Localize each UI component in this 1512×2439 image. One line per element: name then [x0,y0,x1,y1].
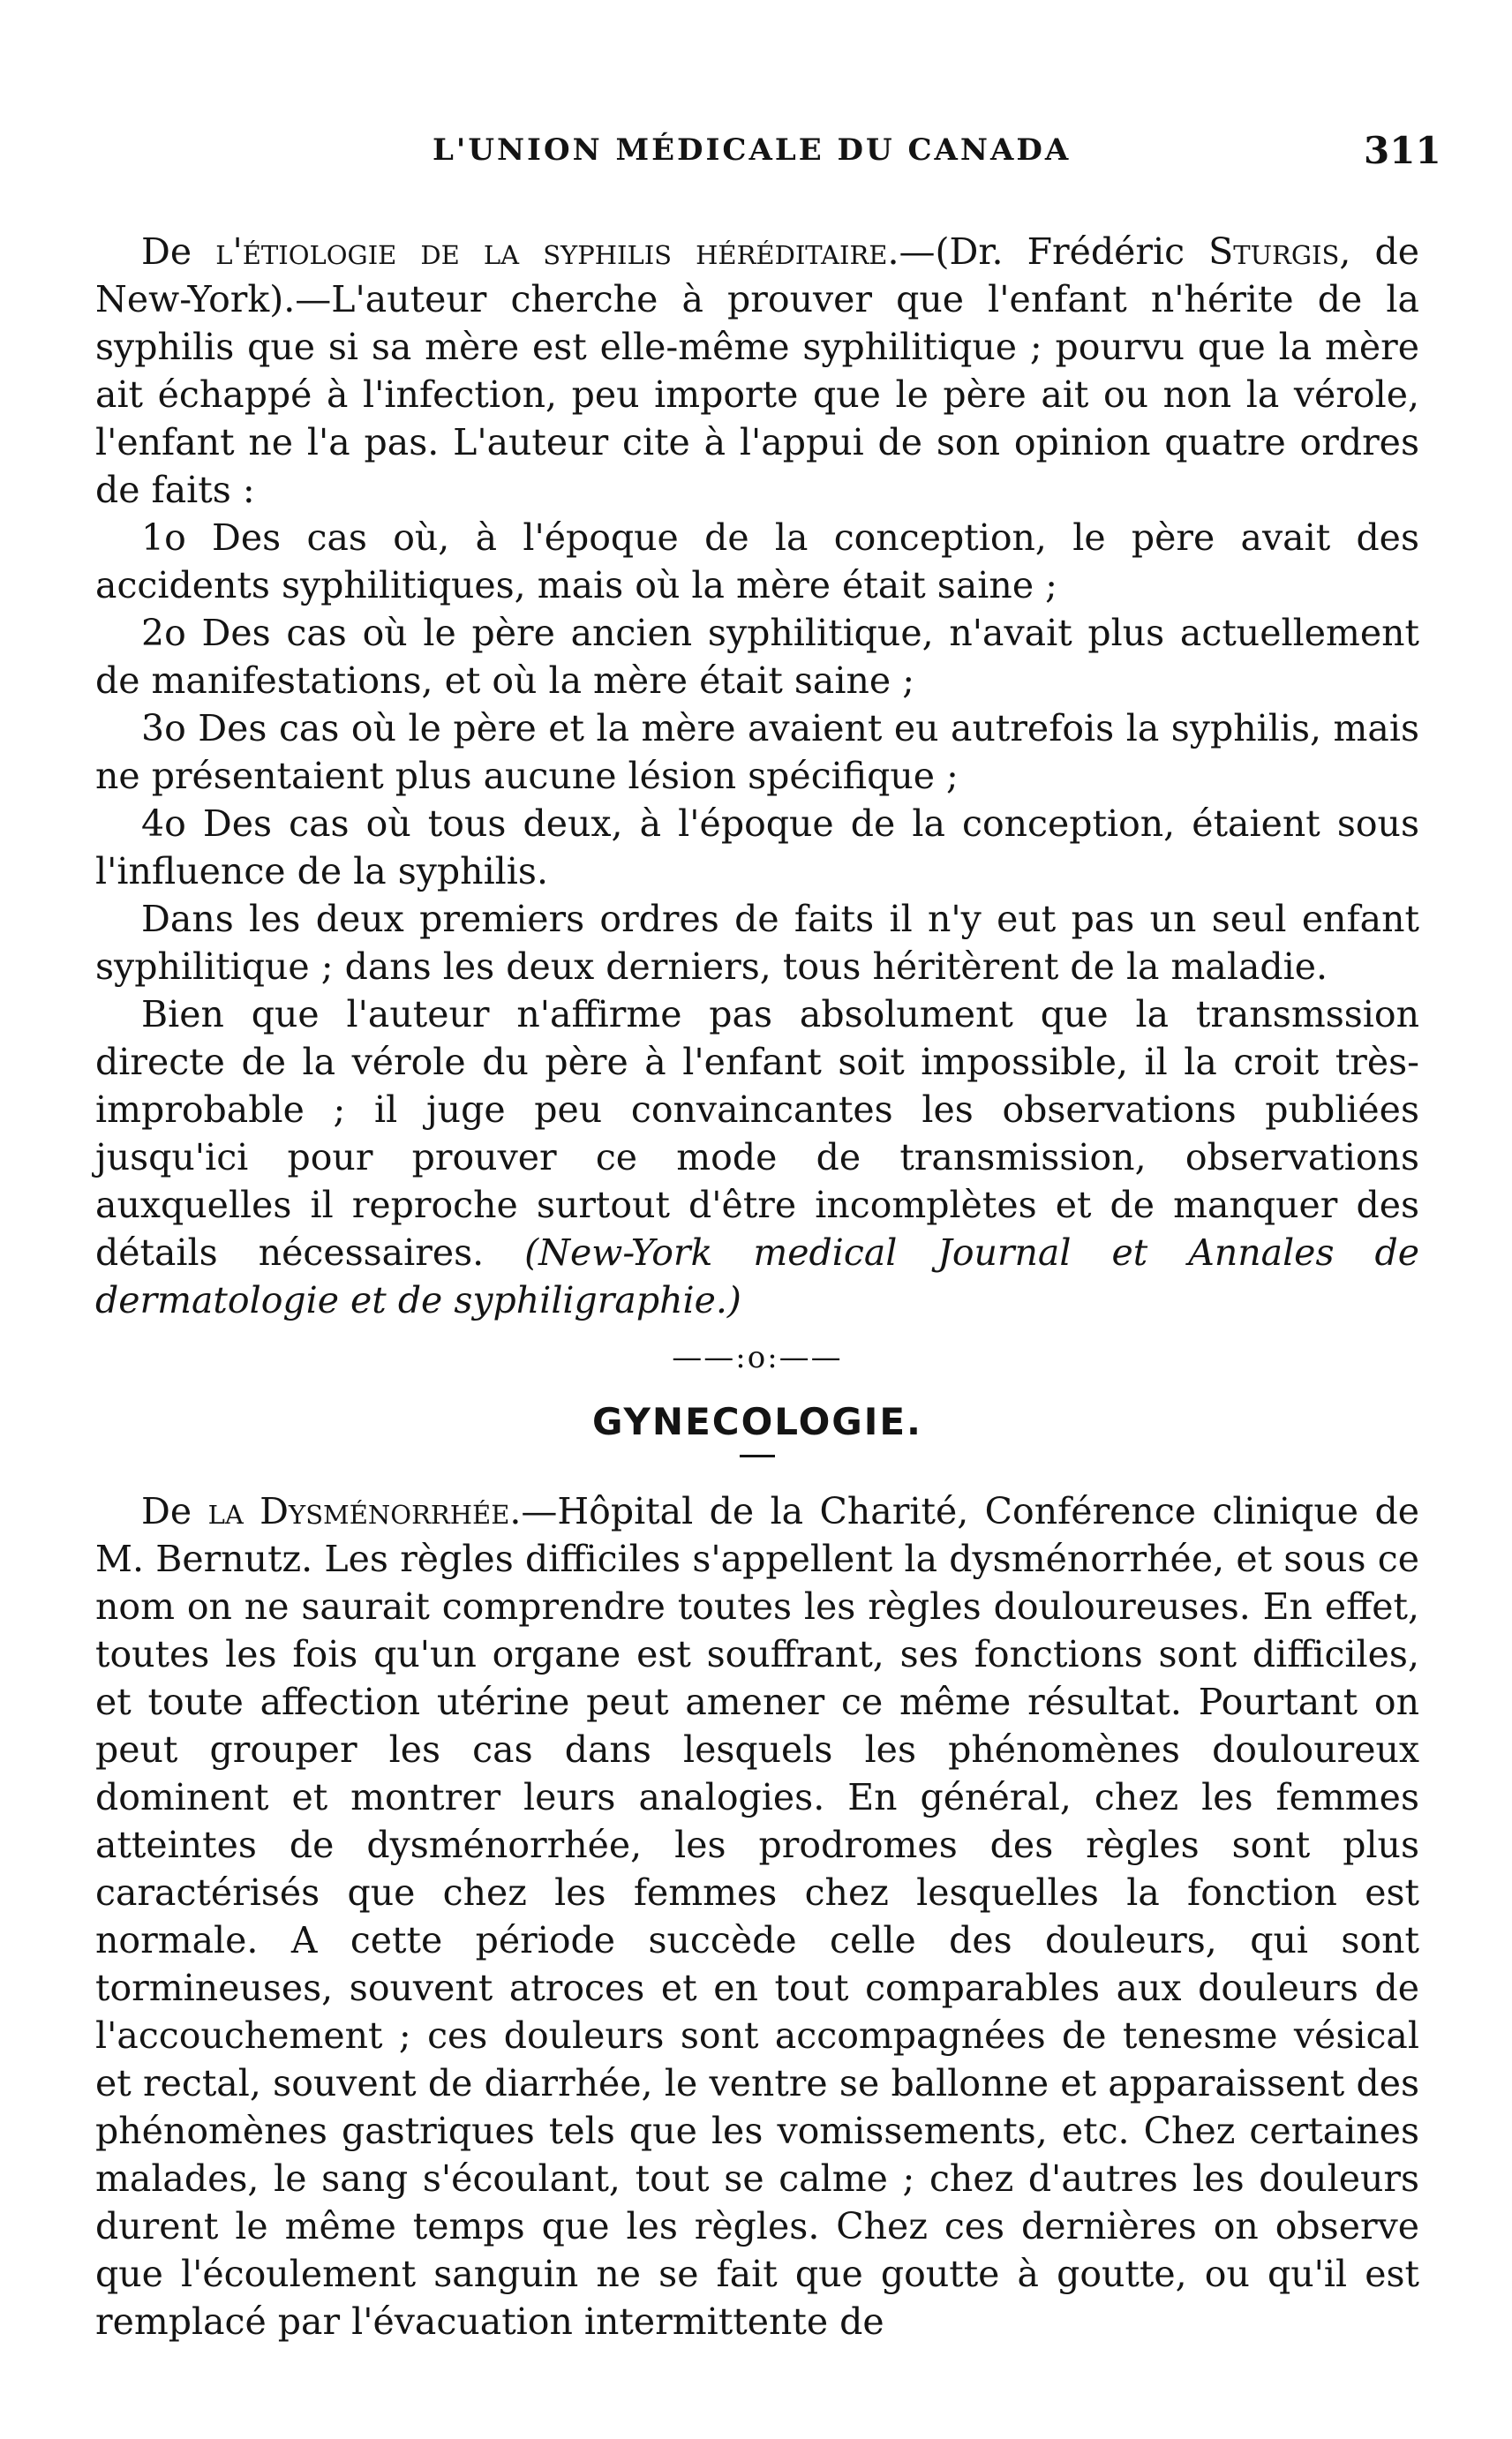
article2-heading-title: la Dysménorrhée [207,1490,510,1532]
article-conclusion: Dans les deux premiers ordres de faits il n'y eut pas un seul enfant syphilitique ; dans les deux derniers, tous héritèrent de la maladie. [95,898,1419,988]
fact-item: 4o Des cas où tous deux, à l'époque de la conception, étaient sous l'influence de la syphilis. [95,802,1419,892]
fact-item: 3o Des cas où le père et la mère avaient eu autrefois la syphilis, mais ne présentaient plus aucune lésion spécifique ; [95,707,1419,797]
article-closing-paragraph [95,990,1419,1324]
running-header [0,129,1512,185]
article-reference: (New-York medical Journal et Annales de dermatologie et de syphiligraphie.) [95,1231,1419,1321]
article-closing-text: Bien que l'auteur n'affirme pas absolument que la transmssion directe de la vérole du père à l'enfant soit impossible, il la croit très-improbable ; il juge peu convaincantes les observations publiées jusqu'ici pour prouver ce mode de transmission, observations auxquelles il reproche surtout d'être incomplètes et de manquer des détails nécessaires. [95,993,1419,1274]
page-number: 311 [1364,129,1441,172]
article-syphilis-intro [95,228,1419,514]
fact-item: 2o Des cas où le père ancien syphilitique, n'avait plus actuellement de manifestations, et où la mère était saine ; [95,612,1419,702]
article-lead-text: , de New-York).—L'auteur cherche à prouver que l'enfant n'hérite de la syphilis que si sa mère est elle-même syphilitique ; pourvu que la mère ait échappé à l'infection, peu importe que le père ait ou non la vérole, l'enfant ne l'a pas. L'auteur cite à l'appui de son opinion quatre ordres de faits : [95,230,1419,511]
article-heading-prefix: De [141,230,192,273]
section-title: GYNECOLOGIE. [591,1400,923,1443]
section-separator: ——:o:—— [672,1340,843,1375]
article-dysmenorrhee [95,1487,1419,2345]
journal-title: L'UNION MÉDICALE DU CANADA [433,132,1072,168]
article2-body: .—Hôpital de la Charité, Conférence clinique de M. Bernutz. Les règles difficiles s'appellent la dysménorrhée, et sous ce nom on ne saurait comprendre toutes les règles douloureuses. En effet, toutes les fois qu'un organe est souffrant, ses fonctions sont difficiles, et toute affection utérine peut amener ce même résultat. Pourtant on peut grouper les cas dans lesquels les phénomènes douloureux dominent et montrer leurs analogies. En général, chez les femmes atteintes de dysménorrhée, les prodromes des règles sont plus caractérisés que chez les femmes chez lesquelles la fonction est normale. A cette période succède celle des douleurs, qui sont tormineuses, souvent atroces et en tout comparables aux douleurs de l'accouchement ; ces douleurs sont accompagnées de tenesme vésical et rectal, souvent de diarrhée, le ventre se ballonne et apparaissent des phénomènes gastriques tels que les vomissements, etc. Chez certaines malades, le sang s'écoulant, tout se calme ; chez d'autres les douleurs durent le même temps que les règles. Chez ces dernières on observe que l'écoulement sanguin ne se fait que goutte à goutte, ou qu'il est remplacé par l'évacuation intermittente de [95,1490,1419,2343]
article-author: Sturgis [1208,230,1340,273]
fact-item: 1o Des cas où, à l'époque de la conception, le père avait des accidents syphilitiques, mais où la mère était saine ; [95,516,1419,606]
page-body [95,228,1419,2345]
article-heading-title: l'étiologie de la syphilis héréditaire [215,230,888,273]
section-rule [740,1455,775,1457]
article2-heading-prefix: De [141,1490,192,1532]
article-heading-author-prefix: .—(Dr. Frédéric [887,230,1185,273]
